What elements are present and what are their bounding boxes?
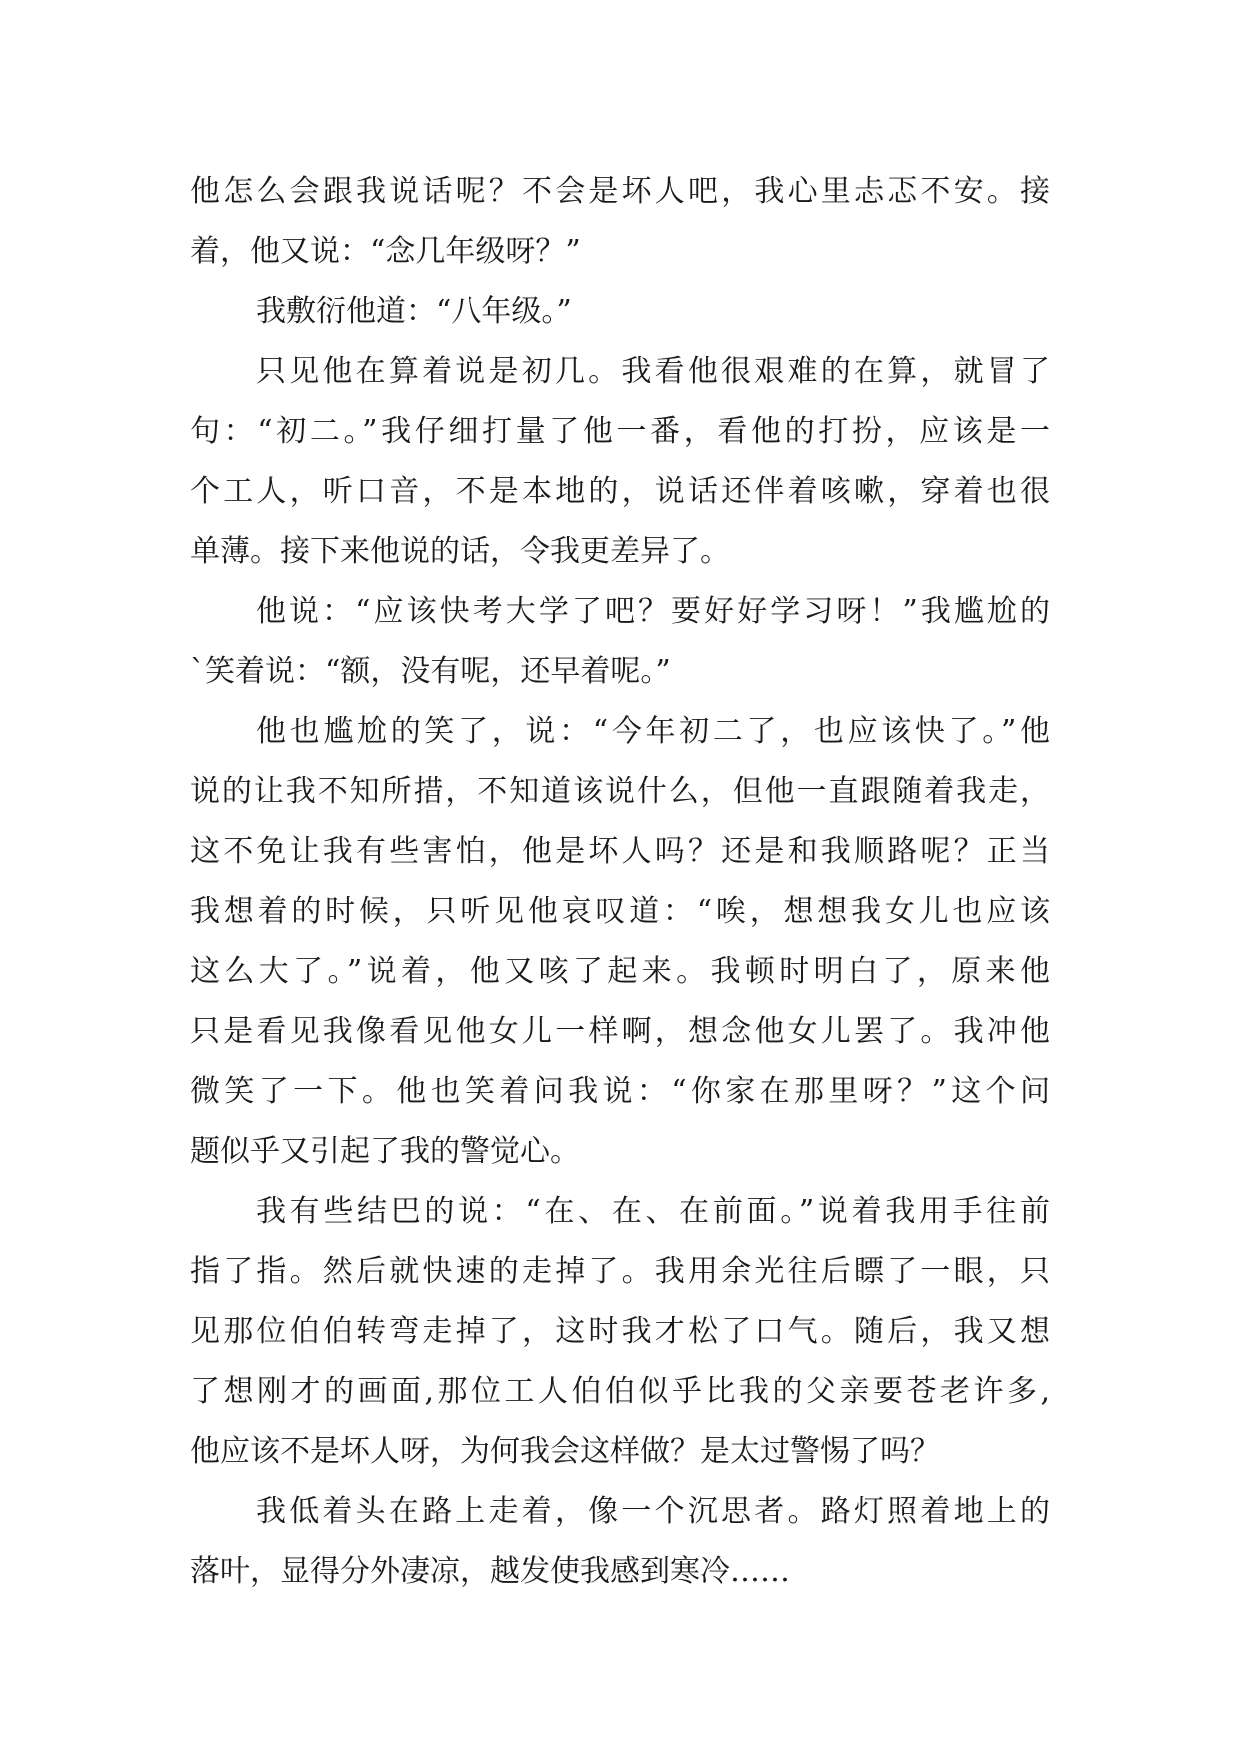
text-line: 这不免让我有些害怕，他是坏人吗？还是和我顺路呢？正当 <box>190 834 1050 869</box>
body-text <box>190 162 1050 1602</box>
text-line: 他应该不是坏人呀，为何我会这样做？是太过警惕了吗？ <box>190 1434 940 1469</box>
text-line: 我低着头在路上走着，像一个沉思者。路灯照着地上的 <box>256 1494 1050 1529</box>
text-line: `笑着说：“额，没有呢，还早着呢。” <box>190 654 671 689</box>
text-line: 了想刚才的画面,那位工人伯伯似乎比我的父亲要苍老许多, <box>190 1374 1050 1409</box>
text-line: 个工人，听口音，不是本地的，说话还伴着咳嗽，穿着也很 <box>190 474 1050 509</box>
text-line: 见那位伯伯转弯走掉了，这时我才松了口气。随后，我又想 <box>190 1314 1050 1349</box>
text-line: 单薄。接下来他说的话，令我更差异了。 <box>190 534 730 569</box>
text-line: 我想着的时候，只听见他哀叹道：“唉，想想我女儿也应该 <box>190 894 1050 929</box>
text-line: 句：“初二。”我仔细打量了他一番，看他的打扮，应该是一 <box>190 414 1050 449</box>
text-line: 我敷衍他道：“八年级。” <box>256 294 572 329</box>
text-line: 这么大了。”说着，他又咳了起来。我顿时明白了，原来他 <box>190 954 1050 989</box>
text-line: 落叶，显得分外凄凉，越发使我感到寒冷…… <box>190 1554 790 1589</box>
text-line: 只见他在算着说是初几。我看他很艰难的在算，就冒了 <box>256 354 1050 389</box>
text-line: 着，他又说：“念几年级呀？” <box>190 234 581 269</box>
text-line: 微笑了一下。他也笑着问我说：“你家在那里呀？”这个问 <box>190 1074 1050 1109</box>
text-line: 他也尴尬的笑了，说：“今年初二了，也应该快了。”他 <box>256 714 1050 749</box>
text-line: 我有些结巴的说：“在、在、在前面。”说着我用手往前 <box>256 1194 1050 1229</box>
text-line: 题似乎又引起了我的警觉心。 <box>190 1134 580 1169</box>
text-line: 他怎么会跟我说话呢？不会是坏人吧，我心里忐忑不安。接 <box>190 174 1050 209</box>
text-line: 他说：“应该快考大学了吧？要好好学习呀！”我尴尬的 <box>256 594 1050 629</box>
text-line: 说的让我不知所措，不知道该说什么，但他一直跟随着我走， <box>190 774 1050 809</box>
text-line: 只是看见我像看见他女儿一样啊，想念他女儿罢了。我冲他 <box>190 1014 1050 1049</box>
text-line: 指了指。然后就快速的走掉了。我用余光往后瞟了一眼，只 <box>190 1254 1050 1289</box>
